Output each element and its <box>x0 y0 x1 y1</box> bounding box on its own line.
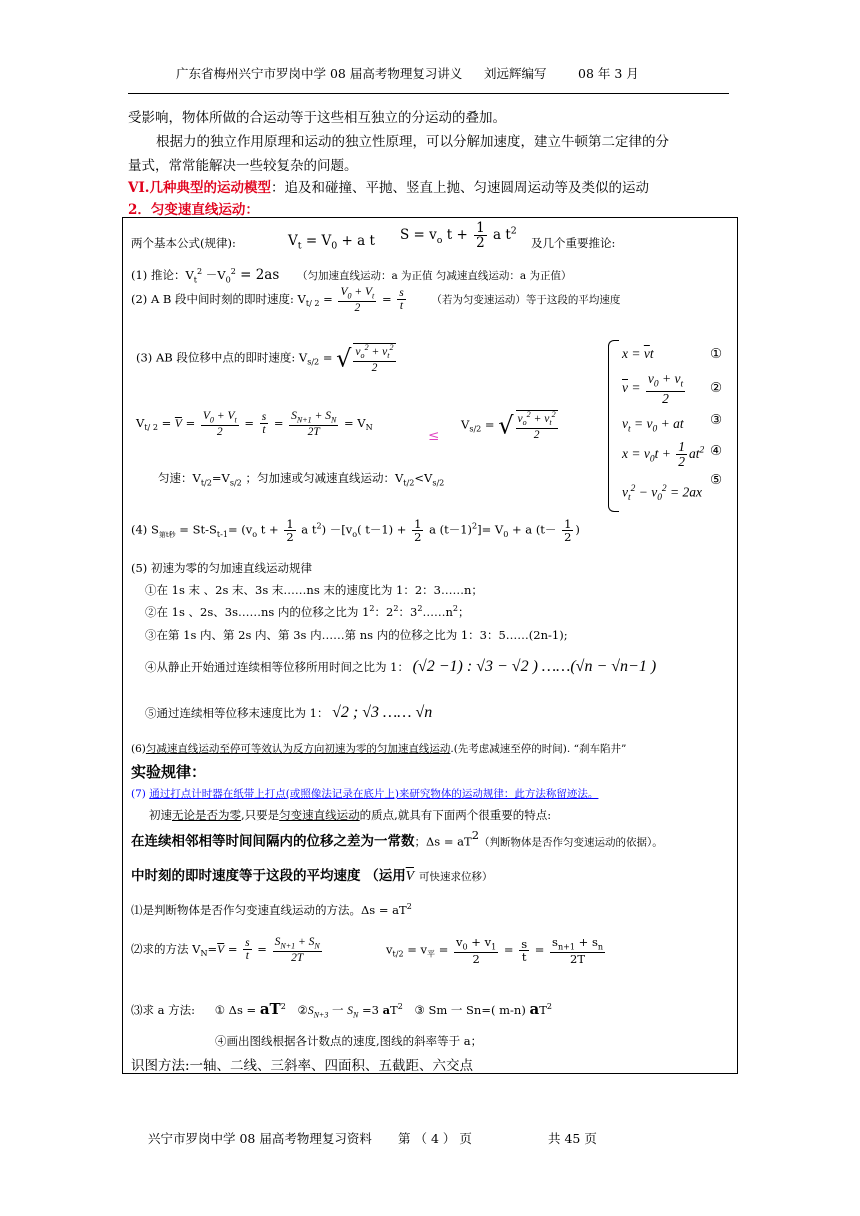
experiment-title: 实验规律： <box>131 763 207 781</box>
rule-5-2: ②在 1s 、2s、3s……ns 内的位移之比为 $1^2$：$2^2$：$3^2\dots\dots n^2$； <box>145 604 470 619</box>
header-date: 08 年 3 月 <box>578 66 639 81</box>
eq-label-1: ① <box>710 346 723 362</box>
footer-school: 兴宁市罗岗中学 08 届高考物理复习资料 <box>148 1131 372 1146</box>
section-6-title: VI.几种典型的运动模型 <box>128 180 271 196</box>
initial-velocity-note: 初速无论是否为零,只要是匀变速直线运动的质点,就具有下面两个很重要的特点: <box>149 808 552 822</box>
corollary-1: (1) 推论：$V_t^2 -V_0^2 = 2as$ （匀加速直线运动：a 为正值 匀减速直线运动：a 为正值） <box>131 267 572 285</box>
eq-label-2: ② <box>710 380 723 396</box>
method-2: ⑵求的方法 $V_N=\overline{V}$ = $\frac{s}{t}$ = $\frac{S_{N+1} + S_N}{2T}$ <box>131 936 320 964</box>
header-author: 刘远辉编写 <box>484 66 547 81</box>
vt2-vs-vs2: $V_{t/ 2} = \overline{V}$ = $\frac{V_0 + V_t}{2}$ = $\frac{s}{t}$ = $\frac{S_{N+1} + S_N}{2T}$ = $V_N$ <box>136 410 373 438</box>
formula-velocity: $V_t = V_0 + a$ t <box>288 233 375 252</box>
rule-5-4: ④从静止开始通过连续相等位移所用时间之比为 1： (√2 −1) : √3 − √2 ) ……(√n − √n−1 ) <box>145 658 657 675</box>
intro-line-2: 根据力的独立作用原理和运动的独立性原理，可以分解加速度，建立牛顿第二定律的分 <box>156 134 669 150</box>
corollary-7: (7) 通过打点计时器在纸带上打点(或照像法记录在底片上)来研究物体的运动规律：此方法称留迹法。 <box>131 788 599 800</box>
eq-label-3: ③ <box>710 412 723 428</box>
eq-5: $v_t^2 - v_0^2 = 2ax$ <box>622 484 702 504</box>
rule-5-5: ⑤通过连续相等位移末速度比为 1： √2 ; √3 …… √n <box>145 704 433 721</box>
eq-3: $v_t = v_0$ + at <box>622 416 684 435</box>
corollary-6: (6)匀减速直线运动至停可等效认为反方向初速为零的匀加速直线运动.(先考虑减速至停的时间). “刹车陷井” <box>131 743 627 755</box>
less-equal-sign: ≤ <box>428 428 440 444</box>
formula-displacement: $S = v_o$ t + $\frac{1}{2}$ a $t^2$ <box>400 220 517 252</box>
uniform-note: 匀速：$V_{t/2}=V_{s/2}$ ；匀加速或匀减速直线运动：$V_{t/2}<V_{s/2}$ <box>158 471 445 488</box>
eq-label-4: ④ <box>710 443 723 459</box>
footer-total: 共 45 页 <box>548 1131 597 1146</box>
method-4: ④画出图线根据各计数点的速度,图线的斜率等于 a； <box>215 1034 483 1048</box>
corollary-4: (4) $S_{第t秒} = St-S_{t-1}= (v_o$ t + $\frac{1}{2}$ a $t^2) -[v_o$( t－1) + $\frac{1}{2}$ a $(t-1)^2]= V_0 + a$ (t－ $\frac{1}{2}$ ) <box>131 517 580 545</box>
header-rule <box>128 93 729 94</box>
rule-5-3: ③在第 1s 内、第 2s 内、第 3s 内……第 ns 内的位移之比为 1：3：5……(2n-1); <box>145 628 568 642</box>
corollary-5-title: (5) 初速为零的匀加速直线运动规律 <box>131 561 312 575</box>
vs2-formula: $V_{s/2}$ = √ $\frac{v_o^2 + v_t^2}{2}$ <box>461 410 556 441</box>
corollary-3: (3) AB 段位移中点的即时速度: $V_{s/2}$ = √ $\frac{v_o^2 + v_t^2}{2}$ <box>136 343 394 374</box>
corollary-2: (2) A B 段中间时刻的即时速度: $V_{t/ 2}$ = $\frac{V_0 + V_t}{2}$ = $\frac{s}{t}$ （若为匀变速运动）等于这段的平均速度 <box>131 286 621 314</box>
header-school: 广东省梅州兴宁市罗岗中学 08 届高考物理复习讲义 <box>176 66 463 81</box>
eq-2: $\overline{v}$ = $\frac{v_0 + v_t}{2}$ <box>622 371 684 406</box>
equation-brace <box>608 340 619 512</box>
method-3: ⑶求 a 方法: ① $\Delta s = aT^2$ $②S_{N+3}$ 一 $S_N =3$ $aT^2$ ③ Sm 一 Sn=( m-n) $aT^2$ <box>131 1000 552 1020</box>
rule-5-1: ①在 1s 末 、2s 末、3s 末……ns 末的速度比为 1：2：3……n； <box>145 583 483 597</box>
footer-page: 第 （ 4 ） 页 <box>398 1131 472 1146</box>
key-property-1: 在连续相邻相等时间间隔内的位移之差为一常数；$\Delta s = aT^2$（判断物体是否作匀变速运动的依据）。 <box>131 828 663 850</box>
section-2-title: 2．匀变速直线运动： <box>128 202 259 218</box>
section-6-heading <box>128 176 649 196</box>
key-property-2: 中时刻的即时速度等于这段的平均速度 （运用$\overline{V}$ 可快速求位移） <box>131 868 493 884</box>
method-5: 识图方法:一轴、二线、三斜率、四面积、五截距、六交点 <box>131 1058 474 1074</box>
intro-line-3: 量式，常常能解决一些较复杂的问题。 <box>128 158 358 174</box>
method-1: ⑴是判断物体是否作匀变速直线运动的方法。$\Delta s = aT^2$ <box>131 902 412 917</box>
section-6-body: ：追及和碰撞、平抛、竖直上抛、匀速圆周运动等及类似的运动 <box>271 180 649 196</box>
eq-1: $x = \overline{v}t$ <box>622 346 654 361</box>
eq-4: $x = v_0t$ + $\frac{1}{2}$ $at^2$ <box>622 439 705 470</box>
several-corollaries-label: 及几个重要推论: <box>531 236 616 250</box>
basic-formulas-label: 两个基本公式(规律): <box>131 236 236 250</box>
method-2b: $v_{t/2} = v_平$ = $\frac{v_0 + v_1}{2}$ = $\frac{s}{t}$ = $\frac{s_{n+1} + s_n}{2T}$ <box>386 935 604 966</box>
intro-line-1: 受影响，物体所做的合运动等于这些相互独立的分运动的叠加。 <box>128 110 506 126</box>
eq-label-5: ⑤ <box>710 472 723 488</box>
